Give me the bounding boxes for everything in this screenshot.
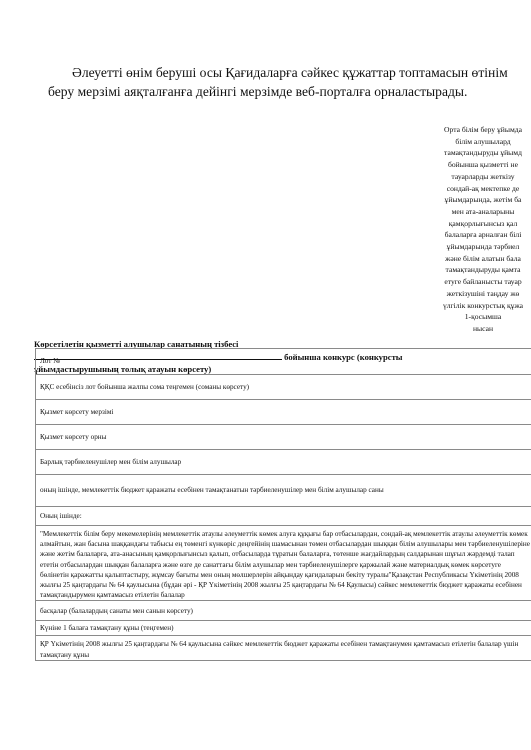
row-social-aid[interactable]: "Мемлекеттік білім беру мекемелерінің мемлекеттік атаулы әлеуметтік көмек алуға құқығы бар отбасылардан, сондай-ақ мемлекеттік атаулы әлеуметтік көмек алмайтын, жан басына шаққандағы табысы ең төменгі күнкөріс деңгейінің шамасынан төмен отбасылардан шыққан білім алушылары мен тәрбиеленушілеріне және жетім балаларға, ата-анасының қамқорлығынсыз қалып, отбасыларда тұратын балаларға, төтенше жағдайлардың салдарынан шұғыл жәрдемді талап ететін отбасылардан шыққан балаларға және өзге де санаттағы білім алушылар мен тәрбиеленушілерге қаржылай және материалдық көмек көрсетуге бөлінетін қаражатты қалыптастыру, жұмсау бағыты мен оның мөлшерлерін айқындау қағидаларын бекіту туралы"Қазақстан Республикасы Үкіметінің 2008 жылғы 25 қаңтардағы № 64 қаулысына (бұдан әрі - ҚР Үкіметінің 2008 жылғы 25 қаңтардағы № 64 Қаулысы) сәйкес мемлекеттік бюджет қаражаты есебінен тамақтандырумен қамтамасыз етілетін балалар [36, 526, 531, 601]
form-heading-line3: ұйымдастырушының толық атауын көрсету) [34, 364, 212, 374]
appendix-reference [393, 124, 531, 335]
appendix-line: мен ата-аналарыны [451, 206, 515, 216]
row-service-place[interactable]: Қызмет көрсету орны [36, 425, 531, 450]
row-service-term[interactable]: Қызмет көрсету мерзімі [36, 400, 531, 425]
row-all-students[interactable]: Барлық тәрбиеленушілер мен білім алушылар [36, 450, 531, 475]
appendix-line: қамқорлығынсыз қал [448, 218, 518, 228]
row-others[interactable]: басқалар (балалардың санаты мен санын көрсету) [36, 601, 531, 621]
appendix-line: жеткізушіні таңдау жө [446, 288, 520, 298]
row-including: Оның ішінде: [36, 507, 531, 526]
appendix-line: тамақтандыруды ұйымд [444, 148, 522, 158]
appendix-line: 1-қосымша [464, 312, 502, 322]
row-total-amount[interactable]: ҚҚС есебінсіз лот бойынша жалпы сома теңгемен (соманы көрсету) [36, 375, 531, 400]
appendix-line: етуге байланысты тауар [444, 277, 522, 287]
appendix-line: білім алушылард [455, 136, 511, 146]
row-meal-cost[interactable]: Күніне 1 балаға тамақтану құны (теңгемен) [36, 621, 531, 636]
appendix-line: ұйымдарында тәрбиел [446, 242, 520, 252]
appendix-line: бойынша қызметті не [448, 160, 518, 170]
appendix-line: сондай-ақ мектепке де [446, 183, 520, 193]
form-heading-line2-text: бойынша конкурс (конкурсты [282, 352, 403, 362]
row-lot[interactable]: Лот № [36, 349, 531, 375]
row-meal-cost-64[interactable]: ҚР Үкіметінің 2008 жылғы 25 қаңтардағы № 64 қаулысына сәйкес мемлекеттік бюджет қаражаты есебінен тамақтанумен қамтамасыз етілетін балалар үшін тамақтану құны [36, 636, 531, 660]
appendix-line: тауарларды жеткізу [451, 171, 515, 181]
appendix-line: нысан [472, 323, 494, 333]
appendix-line: және білім алатын бала [445, 253, 521, 263]
form-table [35, 348, 531, 661]
intro-paragraph: Әлеуетті өнім беруші осы Қағидаларға сәйкес құжаттар топтамасын өтінім беру мерзімі аяқталғанға дейінгі мерзімде веб-порталға орналастырады. [48, 65, 508, 99]
form-heading-line1: Көрсетілетін қызметті алушылар санатының тізбесі [34, 339, 239, 349]
appendix-line: балаларға арналған білі [444, 230, 522, 240]
appendix-line: тамақтандыруды қамта [445, 265, 521, 275]
appendix-line: Орта білім беру ұйымда [444, 125, 522, 134]
row-budget-students[interactable]: оның ішінде, мемлекеттік бюджет қаражаты есебінен тамақтанатын тәрбиеленушілер мен білім алушылар саны [36, 475, 531, 507]
appendix-line: үлгілік конкурстық құжа [442, 300, 524, 310]
appendix-line: ұйымдарында, жетім ба [444, 195, 522, 205]
